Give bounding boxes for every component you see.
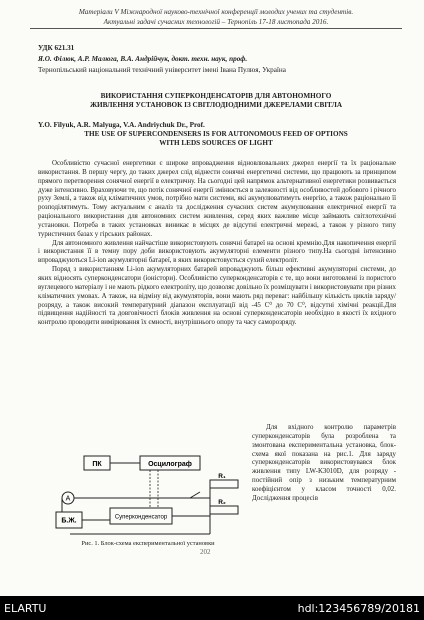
- authors-en: Y.O. Filyuk, A.R. Malyuga, V.A. Andriychuk Dr., Prof.: [38, 121, 205, 129]
- paragraph-1: Особливістю сучасної енергетики є широке впровадження відновлювальних джерел енергії та їх раціональне використання. В першу чергу, до таких джерел слід віднести сонячні енергетичні системи, що працюють за принципом прямого перетворення сонячної енергії в електричну. На сьогодні цей напрямок альтернативної енергетики розвивається дуже інтенсивно. Враховуючи те, що потік сонячної енергії змінюється в залежності від особливостей добового і річного руху Землі, а також від кліматичних умов, потрібно мати системи, які акумулюватимуть енергію, а також раціонально її розподілятимуть. Тому актуальним є аналіз та дослідження сучасних систем акумулювання електричної енергії та раціонального використання для автономних систем живлення, серед яких важливе місце займають світлотехнічні установки. Потреба в таких установках виникає в місцях де відсутні електричні мережі, а також у різного типу туристичних базах у гірських районах.: [38, 160, 396, 238]
- block-diagram-figure: [50, 454, 246, 538]
- oscilloscope-label: Осцилограф: [148, 461, 192, 468]
- conference-header-line1: Матеріали V Міжнародної науково-технічної конференції молодих учених та студентів.: [78, 8, 354, 16]
- handle-id: hdl:123456789/20181: [297, 602, 420, 615]
- repository-name: ELARTU: [4, 602, 47, 615]
- ammeter-label: A: [65, 495, 71, 503]
- title-en-line1: THE USE OF SUPERCONDENSERS IS FOR AUTONOMOUS FEED OF OPTIONS: [84, 130, 348, 138]
- supercapacitor-label: Суперконденсатор: [114, 514, 168, 521]
- authors-ua: Я.О. Філюк, А.Р. Малюга, В.А. Андрійчук, докт. техн. наук, проф.: [38, 55, 248, 63]
- resistor-r2: [210, 506, 238, 514]
- pk-label: ПК: [92, 461, 102, 468]
- title-ua-line1: ВИКОРИСТАННЯ СУПЕРКОНДЕНСАТОРІВ ДЛЯ АВТОНОМНОГО: [100, 92, 332, 100]
- title-ua-line2: ЖИВЛЕННЯ УСТАНОВОК ІЗ СВІТЛОДІОДНИМИ ДЖЕРЕЛАМИ СВІТЛА: [89, 101, 343, 109]
- page-number: 202: [200, 548, 211, 556]
- resistor-r2-label: R₂: [218, 499, 226, 506]
- body-text: [38, 160, 396, 328]
- paragraph-3: Поряд з використанням Li-ion акумуляторних батарей впроваджують більш ефективні акумуляторні системи, до яких відносять суперконденсатори (іоністори). Особливістю суперконденсаторів є те, що вони виготовлені із пористого вуглецевого матеріалу і не мають рідкого електроліту, що дозволяє довільно їх розміщувати і використовувати при різних кліматичних умовах. А також, на відміну від акумуляторів, вони мають ряд переваг: найбільшу кількість циклів заряду/розряду, а також високий температурний діапазон експлуатації від -45 С⁰ до 70 С⁰, відсутні хімічні реакції.Для підвищення надійності та довговічності блоків живлення на основі суперконденсаторів необхідно в якості їх вхідного контролю проводити вимірювання їх ємності, внутрішнього опору та часу саморозряду.: [38, 266, 396, 327]
- repository-footer: [0, 596, 424, 620]
- right-paragraph: Для вхідного контролю параметрів суперконденсаторів була розроблена та змонтована експериментальна установка, блок-схема якої показана на рис.1. Для заряду суперконденсаторів використовувався блок живлення типу LW-K3010D, для розряду - постійний опір з низьким температурним коефіцієнтом у класом точності 0,02. Дослідження процесів: [252, 424, 396, 502]
- udk-code: УДК 621.31: [38, 44, 75, 52]
- power-supply-label: Б.Ж.: [61, 517, 77, 525]
- switch: [190, 492, 200, 498]
- resistor-r1-label: R₁: [218, 473, 226, 480]
- figure-caption: Рис. 1. Блок-схема експериментальної установки: [81, 540, 215, 547]
- header-rule: [30, 28, 402, 29]
- title-en-line2: WITH LEDS SOURCES OF LIGHT: [159, 139, 273, 147]
- paragraph-2: Для автономного живлення найчастіше використовують сонячні батареї на основі кремнію.Для накопичення енергії і використання її в темну пору доби використовують акумуляторні елементи різного типу.На сьогодні інтенсивно впроваджуються Li-ion акумуляторні батареї, в яких використовується сухий електроліт.: [38, 239, 396, 265]
- right-column-text: [252, 424, 396, 504]
- conference-header-line2: Актуальні задачі сучасних технологій – Тернопіль 17-18 листопада 2016.: [103, 18, 329, 26]
- resistor-r1: [210, 480, 238, 488]
- affiliation: Тернопільський національний технічний університет імені Івана Пулюя, Україна: [38, 66, 286, 74]
